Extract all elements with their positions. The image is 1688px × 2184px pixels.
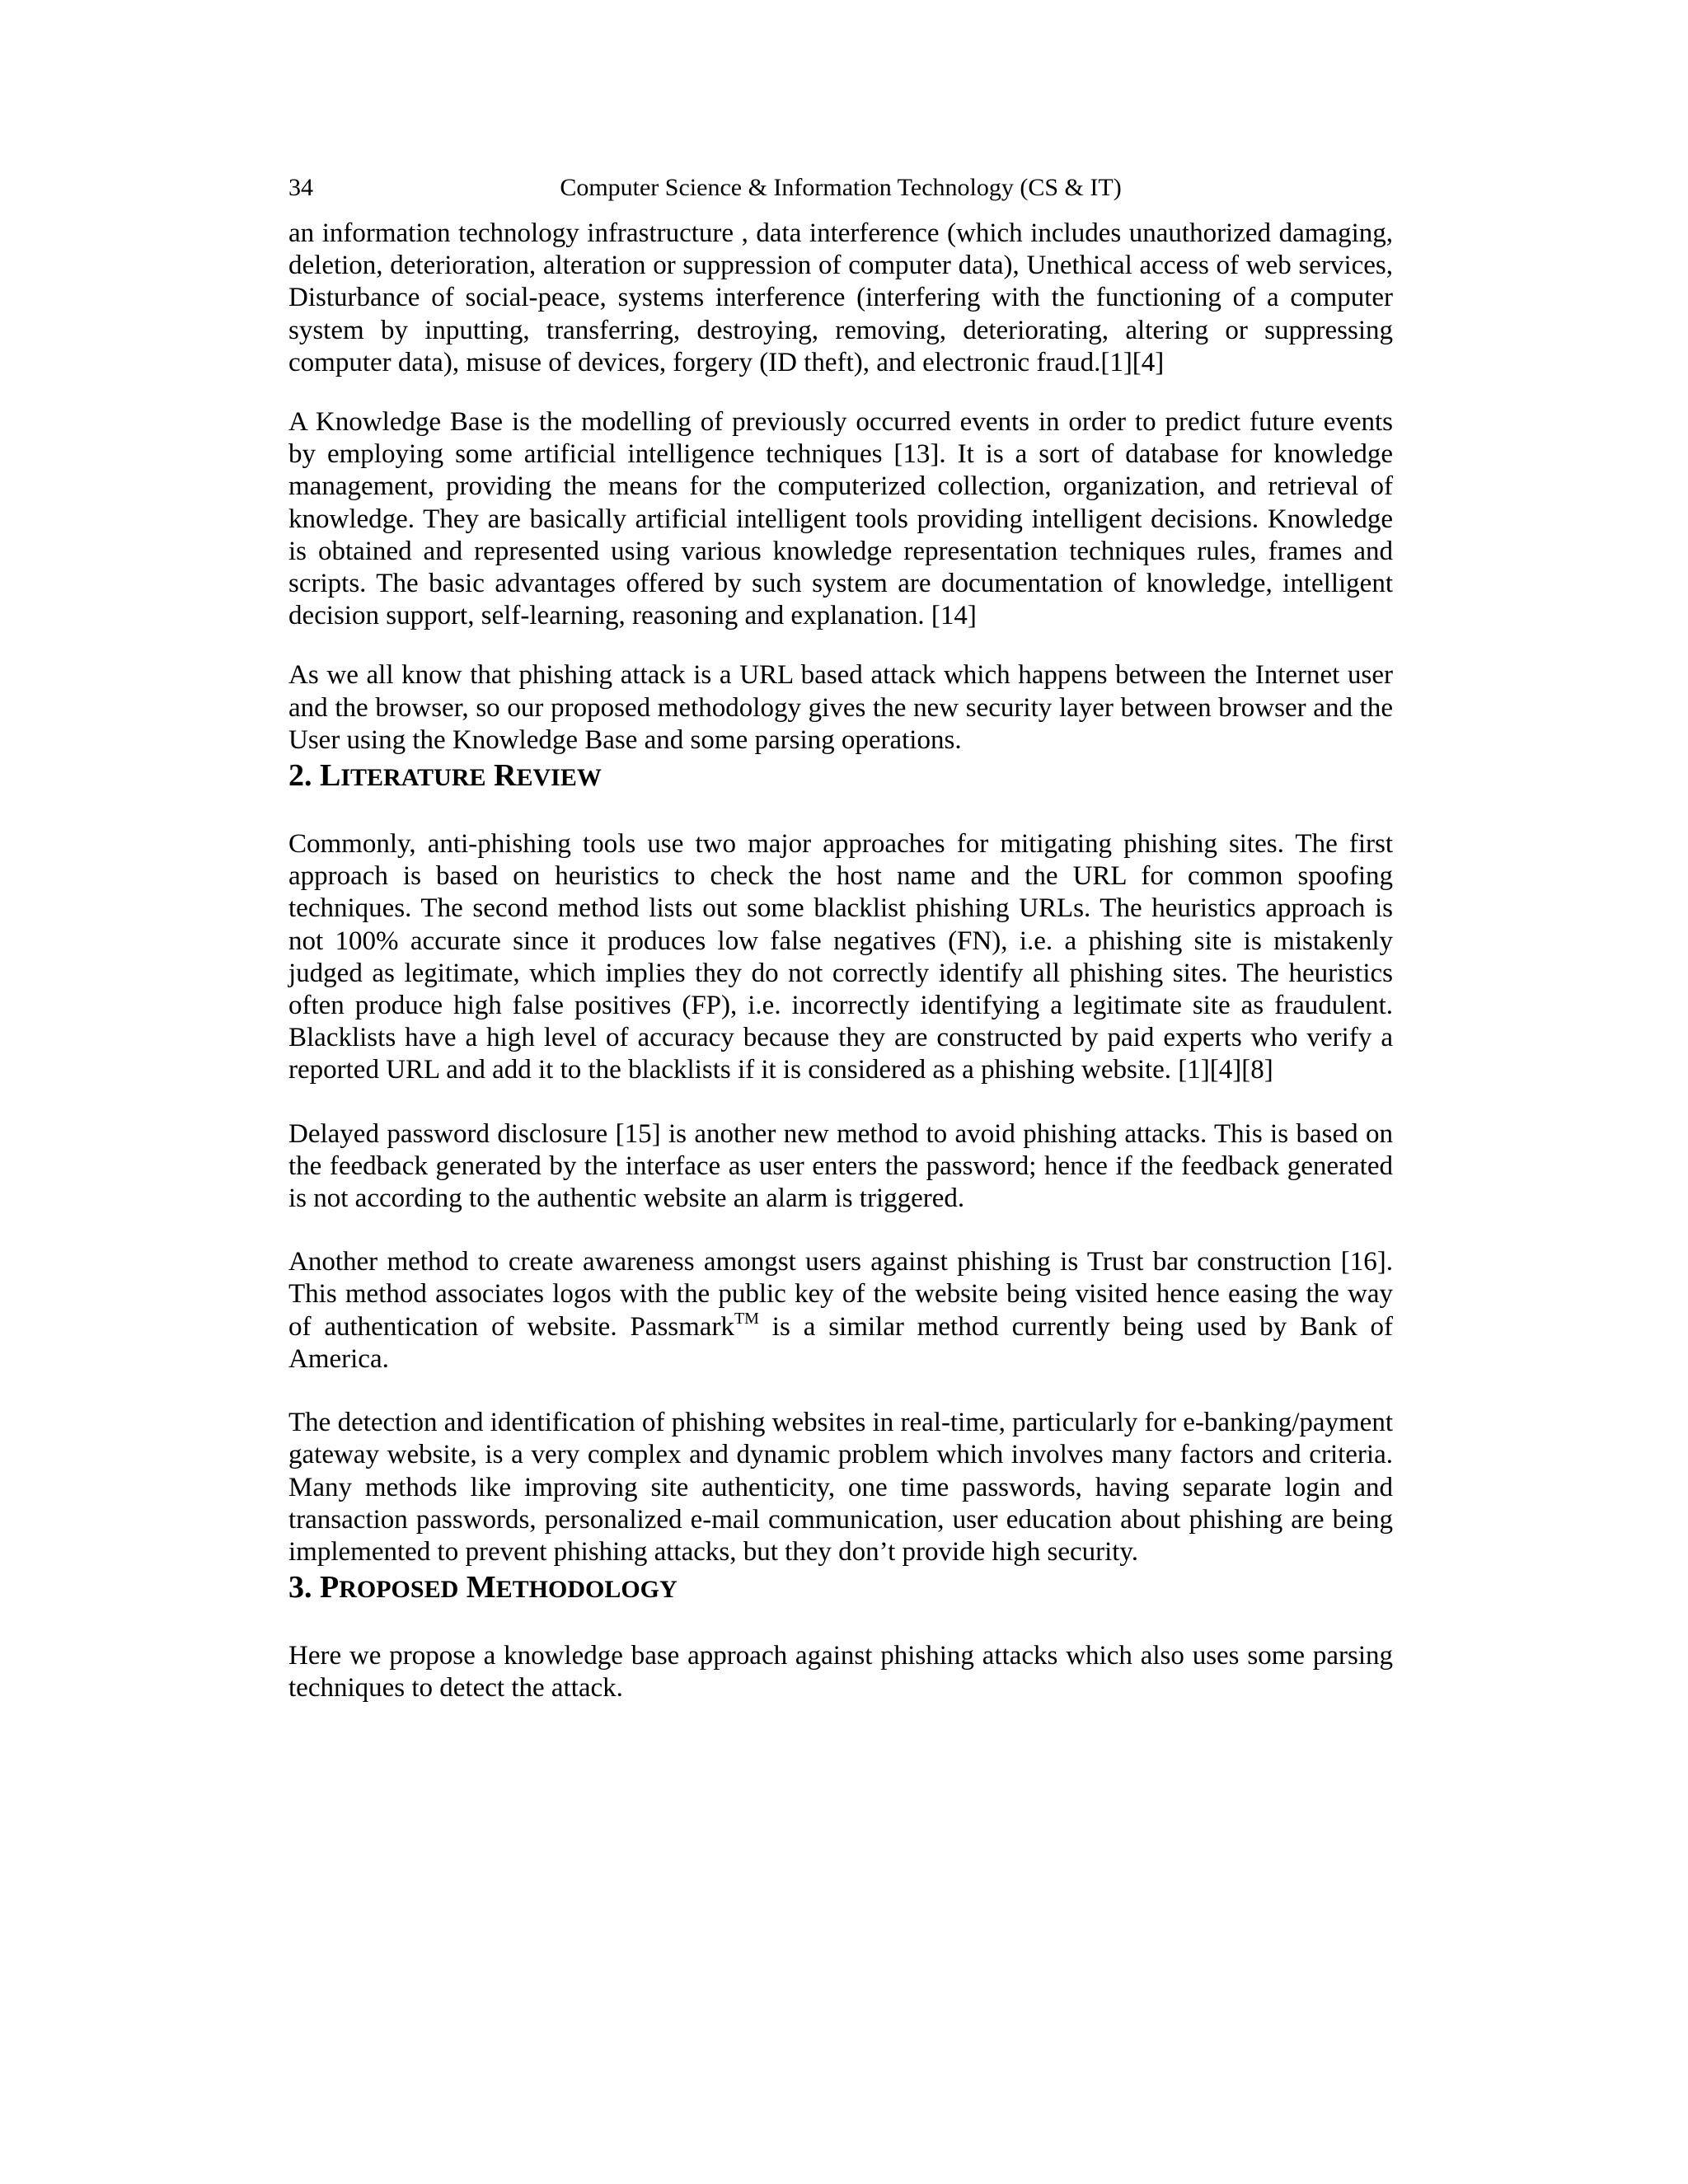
running-title: Computer Science & Information Technology (CS & IT) — [560, 174, 1122, 201]
paragraph-knowledge-base: A Knowledge Base is the modelling of previously occurred events in order to predict future events by employing some artificial intelligence techniques [13]. It is a sort of database for knowledge management, providing the means for the computerized collection, organization, and retrieval of knowledge. They are basically artificial intelligent tools providing intelligent decisions. Knowledge is obtained and represented using various knowledge representation techniques rules, frames and scripts. The basic advantages offered by such system are documentation of knowledge, intelligent decision support, self-learning, reasoning and explanation. [14] — [288, 407, 1393, 631]
paragraph-url-attack: As we all know that phishing attack is a URL based attack which happens between the Internet user and the browser, so our proposed methodology gives the new security layer between browser and the User using the Knowledge Base and some parsing operations. — [288, 660, 1393, 755]
trademark-superscript: TM — [734, 1309, 759, 1328]
paragraph-delayed-password: Delayed password disclosure [15] is another new method to avoid phishing attacks. This is based on the feedback generated by the interface as user enters the password; hence if the feedback generated is not according to the authentic website an alarm is triggered. — [288, 1118, 1393, 1214]
page-body — [288, 218, 1393, 1705]
section-heading-literature-review: 2. LITERATURE REVIEW — [288, 758, 602, 794]
section-heading-proposed-methodology: 3. PROPOSED METHODOLOGY — [288, 1570, 678, 1605]
paragraph-realtime-detection: The detection and identification of phishing websites in real-time, particularly for e-banking/payment gateway website, is a very complex and dynamic problem which involves many factors and criteria. Many methods like improving site authenticity, one time passwords, having separate login and transaction passwords, personalized e-mail communication, user education about phishing are being implemented to prevent phishing attacks, but they don’t provide high security. — [288, 1408, 1393, 1567]
page-number: 34 — [288, 174, 313, 201]
paragraph-anti-phishing-approaches: Commonly, anti-phishing tools use two major approaches for mitigating phishing sites. The first approach is based on heuristics to check the host name and the URL for common spoofing techniques. The second method lists out some blacklist phishing URLs. The heuristics approach is not 100% accurate since it produces low false negatives (FN), i.e. a phishing site is mistakenly judged as legitimate, which implies they do not correctly identify all phishing sites. The heuristics often produce high false positives (FP), i.e. incorrectly identifying a legitimate site as fraudulent. Blacklists have a high level of accuracy because they are constructed by paid experts who verify a reported URL and add it to the blacklists if it is considered as a phishing website. [1][4][8] — [288, 829, 1393, 1085]
paragraph-intro-continued: an information technology infrastructure , data interference (which includes unauthorized damaging, deletion, deterioration, alteration or suppression of computer data), Unethical access of web services, Disturbance of social-peace, systems interference (interfering with the functioning of a computer system by inputting, transferring, destroying, removing, deteriorating, altering or suppressing computer data), misuse of devices, forgery (ID theft), and electronic fraud.[1][4] — [288, 218, 1393, 377]
paragraph-trust-bar: Another method to create awareness amongst users against phishing is Trust bar construction [16]. This method associates logos with the public key of the website being visited hence easing the way of authentication of website. Passmark™ is a similar method currently being used by Bank of America. — [288, 1247, 1393, 1374]
page-header — [288, 170, 1393, 206]
paragraph-proposal: Here we propose a knowledge base approach against phishing attacks which also uses some parsing techniques to detect the attack. — [288, 1641, 1393, 1704]
